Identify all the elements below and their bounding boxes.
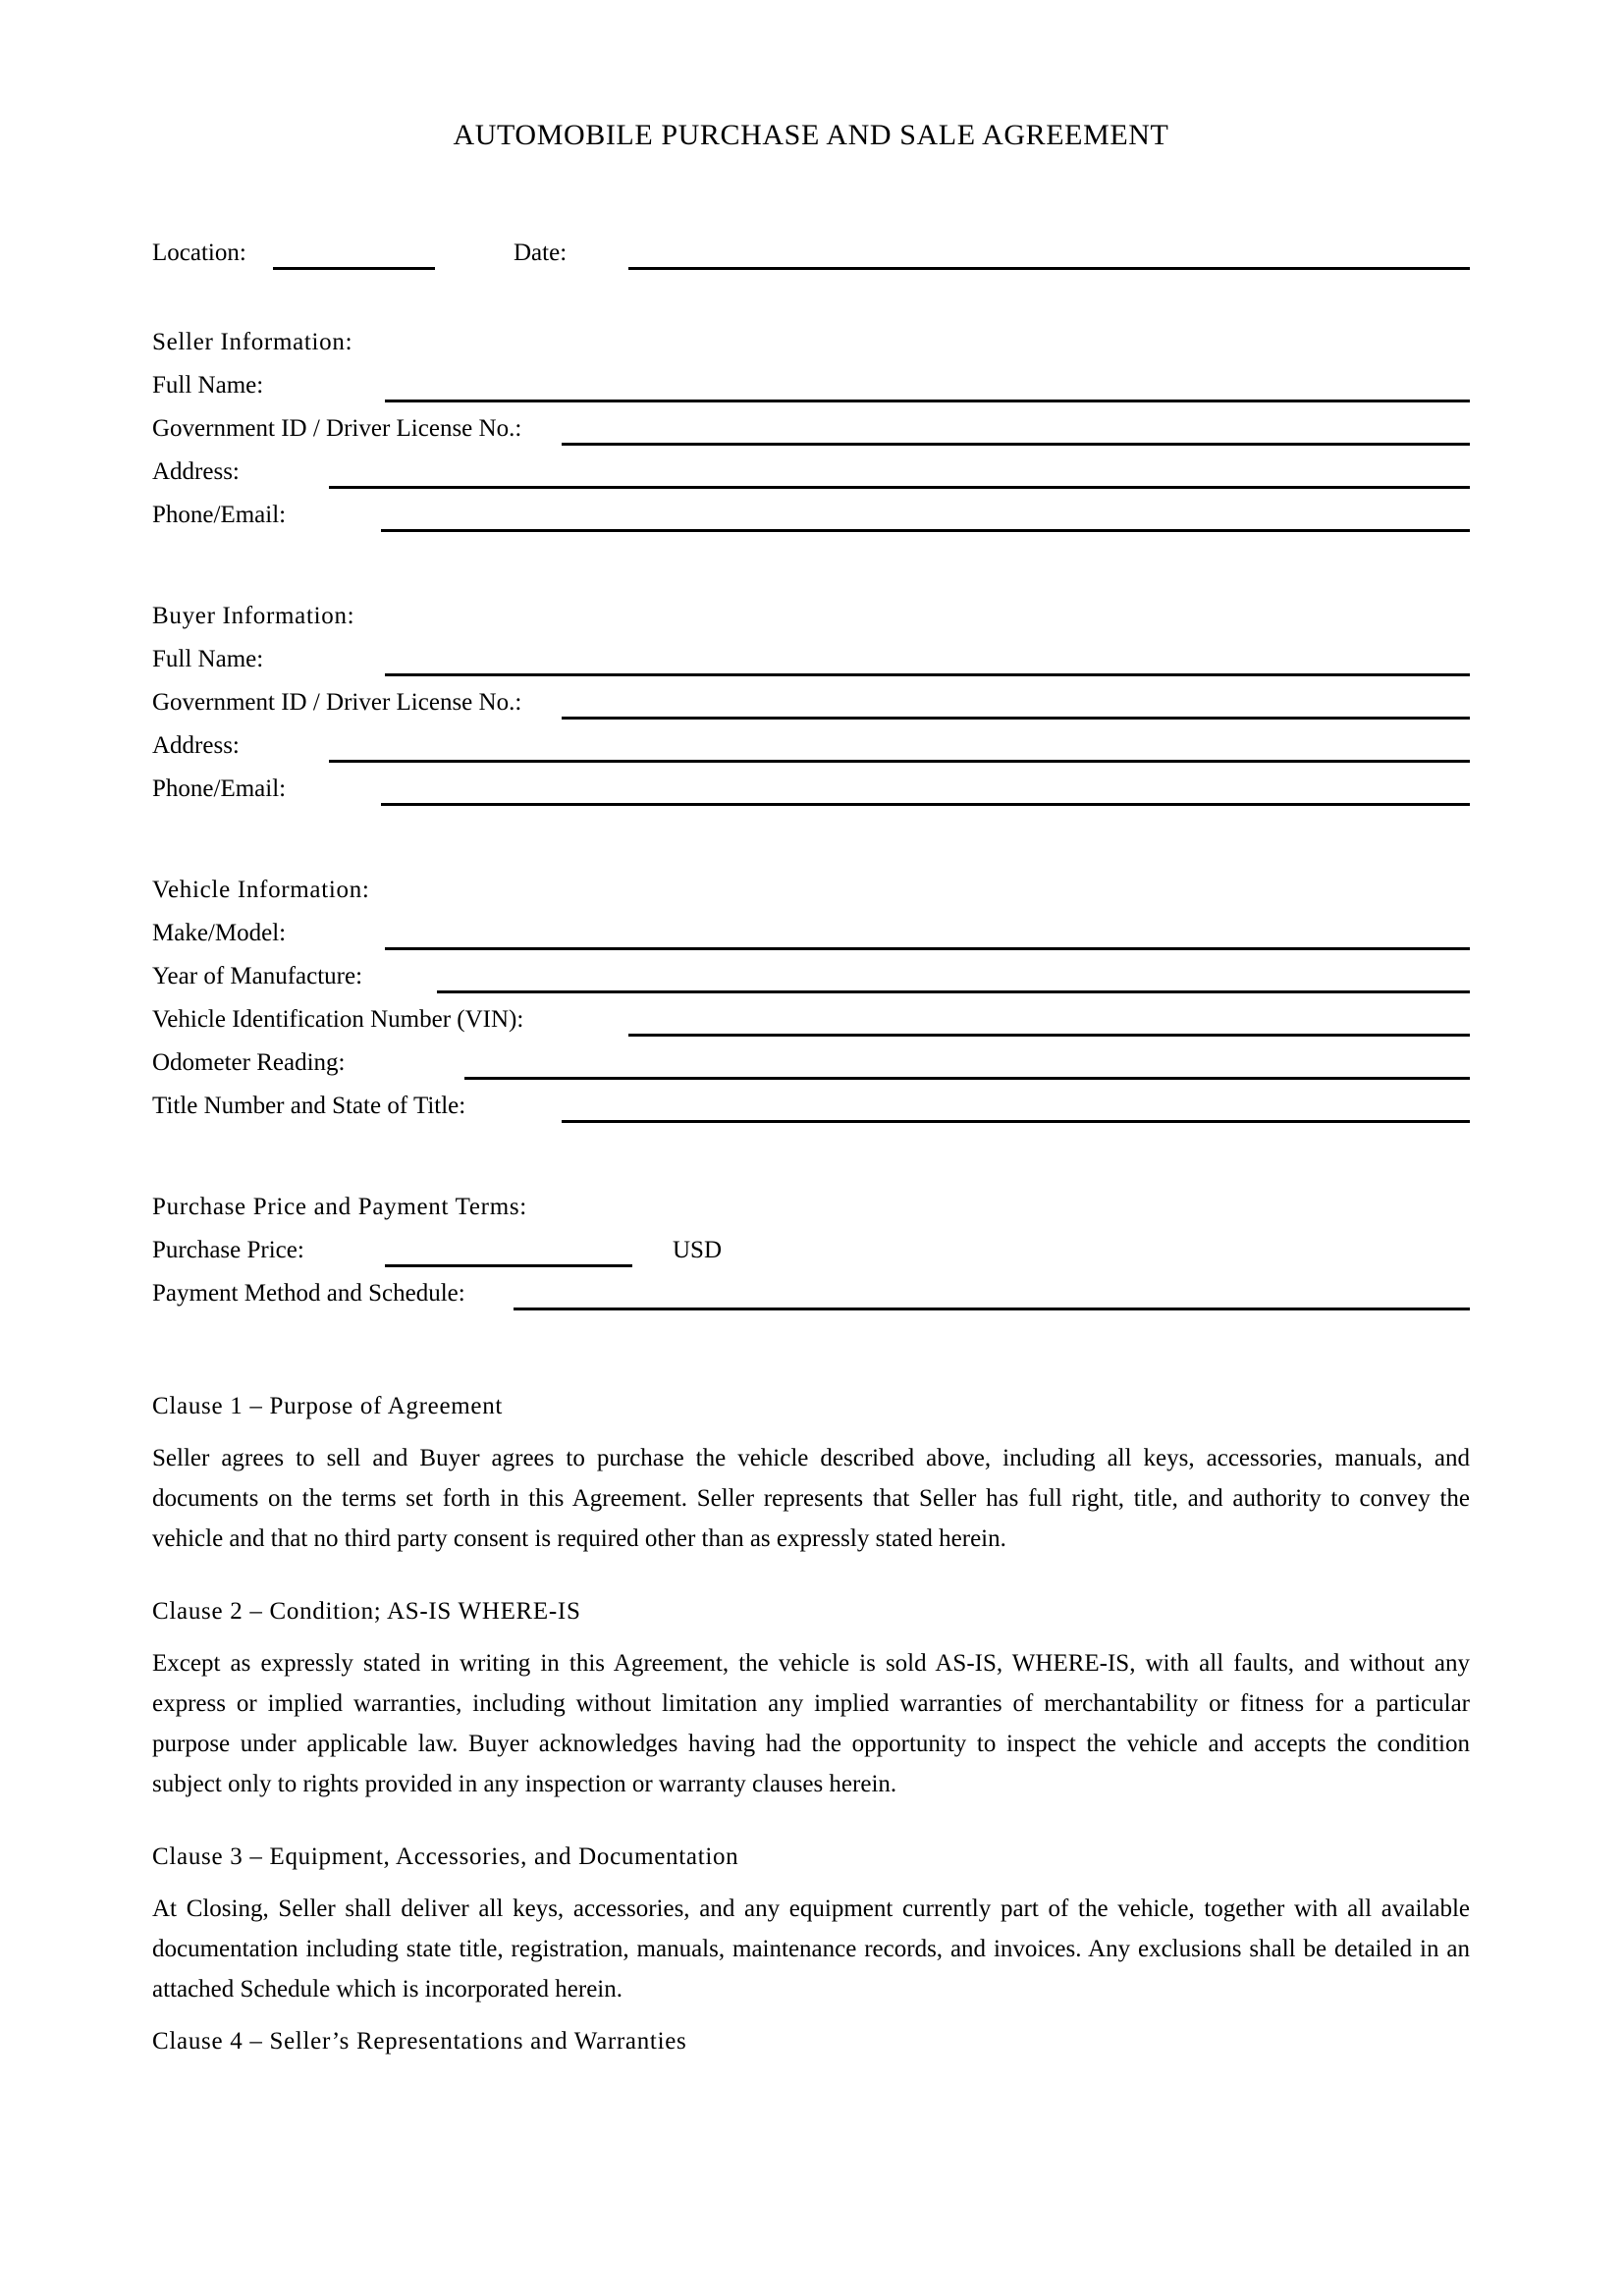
buyer-full-name-row bbox=[152, 645, 1470, 680]
location-label: Location: bbox=[152, 240, 246, 266]
clause-3-body: At Closing, Seller shall deliver all keys, accessories, and any equipment currently part of the vehicle, together with all available documentation including state title, registration, manuals, maintenance records, and invoices. Any exclusions shall be detailed in an attached Schedule which is incorporated herein. bbox=[152, 1896, 1470, 2002]
buyer-government-id-input-line[interactable] bbox=[562, 717, 1470, 720]
seller-phone-email-input-line[interactable] bbox=[381, 529, 1470, 532]
seller-phone-email-label: Phone/Email: bbox=[152, 502, 287, 528]
buyer-address-row bbox=[152, 731, 1470, 767]
vehicle-vin-row bbox=[152, 1005, 1470, 1041]
seller-full-name-row bbox=[152, 371, 1470, 406]
purchase-price-row bbox=[152, 1236, 1470, 1271]
buyer-address-input-line[interactable] bbox=[329, 760, 1470, 763]
date-input-line[interactable] bbox=[628, 267, 1470, 270]
vehicle-vin-input-line[interactable] bbox=[628, 1034, 1470, 1037]
vehicle-title-number-input-line[interactable] bbox=[562, 1120, 1470, 1123]
seller-government-id-label: Government ID / Driver License No.: bbox=[152, 415, 522, 442]
seller-government-id-row bbox=[152, 414, 1470, 450]
buyer-phone-email-row bbox=[152, 774, 1470, 810]
location-date-row bbox=[152, 239, 1470, 274]
clause-3-heading: Clause 3 – Equipment, Accessories, and Documentation bbox=[152, 1843, 739, 1870]
payment-method-row bbox=[152, 1279, 1470, 1314]
location-input-line[interactable] bbox=[273, 267, 435, 270]
vehicle-odometer-input-line[interactable] bbox=[464, 1077, 1470, 1080]
vehicle-odometer-row bbox=[152, 1048, 1470, 1084]
buyer-information-heading: Buyer Information: bbox=[152, 603, 355, 629]
vehicle-year-row bbox=[152, 962, 1470, 997]
clause-1-body: Seller agrees to sell and Buyer agrees to purchase the vehicle described above, including all keys, accessories, manuals, and documents on the terms set forth in this Agreement. Seller represents that Seller has full right, title, and authority to convey the vehicle and that no third party consent is required other than as expressly stated herein. bbox=[152, 1445, 1470, 1552]
clause-2-body: Except as expressly stated in writing in this Agreement, the vehicle is sold AS-IS, WHERE-IS, with all faults, and without any express or implied warranties, including without limitation any implied warranties of merchantability or fitness for a particular purpose under applicable law. Buyer acknowledges having had the opportunity to inspect the vehicle and accepts the condition subject only to rights provided in any inspection or warranty clauses herein. bbox=[152, 1650, 1470, 1797]
buyer-government-id-label: Government ID / Driver License No.: bbox=[152, 689, 522, 716]
purchase-price-label: Purchase Price: bbox=[152, 1237, 304, 1263]
vehicle-vin-label: Vehicle Identification Number (VIN): bbox=[152, 1006, 524, 1033]
seller-full-name-label: Full Name: bbox=[152, 372, 264, 399]
clause-2-heading: Clause 2 – Condition; AS-IS WHERE-IS bbox=[152, 1598, 581, 1625]
currency-label: USD bbox=[673, 1237, 723, 1263]
vehicle-information-heading: Vehicle Information: bbox=[152, 877, 370, 903]
payment-method-label: Payment Method and Schedule: bbox=[152, 1280, 465, 1307]
purchase-price-terms-heading: Purchase Price and Payment Terms: bbox=[152, 1194, 527, 1220]
buyer-phone-email-label: Phone/Email: bbox=[152, 775, 287, 802]
vehicle-make-model-row bbox=[152, 919, 1470, 954]
vehicle-odometer-label: Odometer Reading: bbox=[152, 1049, 346, 1076]
vehicle-year-input-line[interactable] bbox=[437, 990, 1470, 993]
seller-full-name-input-line[interactable] bbox=[385, 400, 1470, 402]
buyer-government-id-row bbox=[152, 688, 1470, 723]
seller-government-id-input-line[interactable] bbox=[562, 443, 1470, 446]
purchase-price-input-line[interactable] bbox=[385, 1264, 632, 1267]
vehicle-make-model-input-line[interactable] bbox=[385, 947, 1470, 950]
seller-address-input-line[interactable] bbox=[329, 486, 1470, 489]
vehicle-year-label: Year of Manufacture: bbox=[152, 963, 363, 989]
date-label: Date: bbox=[514, 240, 568, 266]
seller-information-heading: Seller Information: bbox=[152, 329, 353, 355]
clause-1-heading: Clause 1 – Purpose of Agreement bbox=[152, 1393, 504, 1419]
vehicle-title-number-label: Title Number and State of Title: bbox=[152, 1093, 466, 1119]
clause-4-heading: Clause 4 – Seller’s Representations and Warranties bbox=[152, 2028, 687, 2055]
seller-address-label: Address: bbox=[152, 458, 240, 485]
buyer-full-name-input-line[interactable] bbox=[385, 673, 1470, 676]
payment-method-input-line[interactable] bbox=[514, 1308, 1470, 1310]
seller-phone-email-row bbox=[152, 501, 1470, 536]
vehicle-title-number-row bbox=[152, 1092, 1470, 1127]
page-title: AUTOMOBILE PURCHASE AND SALE AGREEMENT bbox=[453, 119, 1169, 151]
buyer-full-name-label: Full Name: bbox=[152, 646, 264, 672]
vehicle-make-model-label: Make/Model: bbox=[152, 920, 287, 946]
buyer-phone-email-input-line[interactable] bbox=[381, 803, 1470, 806]
buyer-address-label: Address: bbox=[152, 732, 240, 759]
seller-address-row bbox=[152, 457, 1470, 493]
